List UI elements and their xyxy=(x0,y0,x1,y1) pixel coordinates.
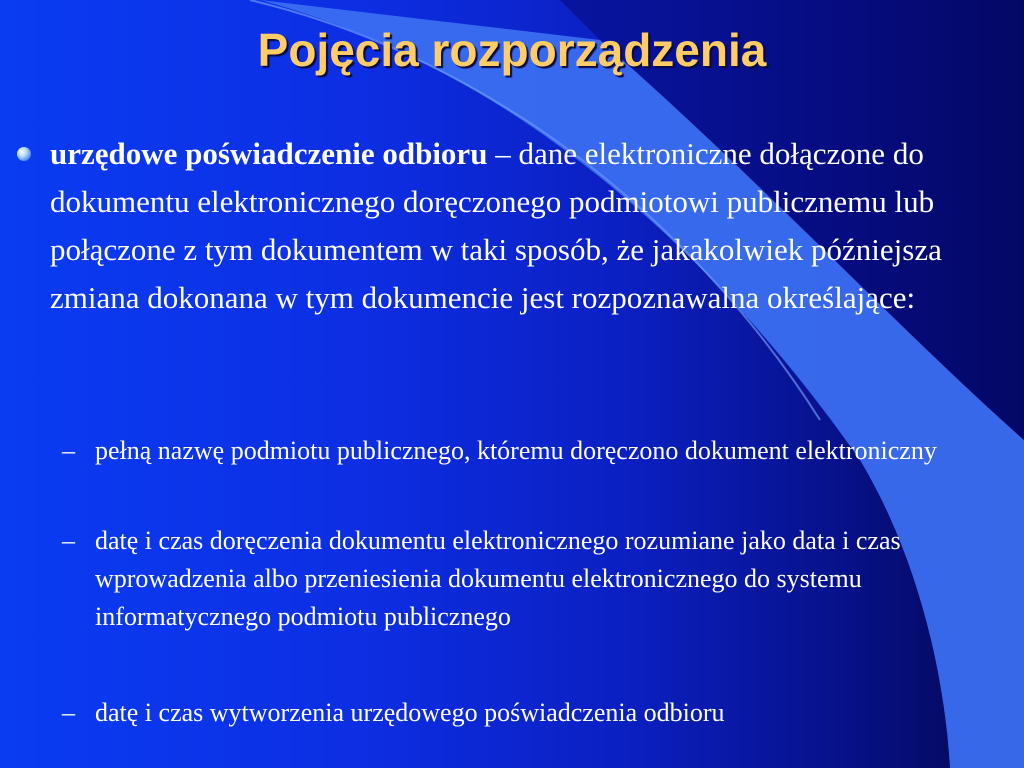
sub-bullet-dash: – xyxy=(62,526,75,555)
bullet-dot-icon xyxy=(17,147,31,161)
sub-bullet-item: pełną nazwę podmiotu publicznego, któremu doręczono dokument elektroniczny xyxy=(95,436,937,465)
sub-bullet-dash: – xyxy=(62,436,75,465)
main-bullet-term: urzędowe poświadczenie odbioru xyxy=(50,136,488,171)
main-bullet xyxy=(50,130,1010,322)
sub-bullet-dash: – xyxy=(62,698,75,727)
slide-title: Pojęcia rozporządzenia xyxy=(257,24,767,76)
sub-bullet-item: datę i czas wytworzenia urzędowego poświadczenia odbioru xyxy=(95,698,725,727)
main-bullet-definition: – dane elektroniczne dołączone do dokumentu elektronicznego doręczonego podmiotowi publicznemu lub połączone z tym dokumentem w taki sposób, że jakakolwiek późniejsza zmiana dokonana w tym dokumencie jest rozpoznawalna określające: xyxy=(50,136,942,315)
sub-bullet-item: datę i czas doręczenia dokumentu elektronicznego rozumiane jako data i czas wprowadzenia albo przeniesienia dokumentu elektronicznego do systemu informatycznego podmiotu publicznego xyxy=(95,526,901,631)
